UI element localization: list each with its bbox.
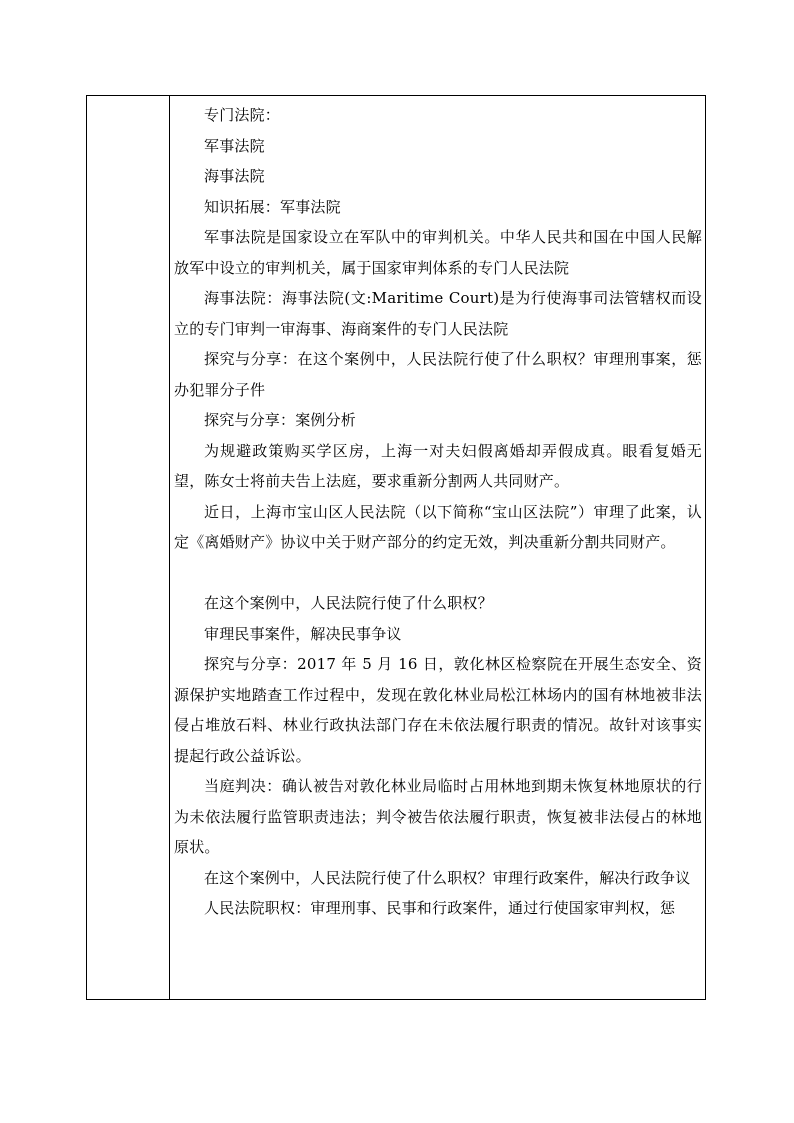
heading-special-courts: 专门法院： (204, 106, 281, 124)
maritime-court-description: 海事法院：海事法院(文:Maritime Court)是为行使海事司法管辖权而设立的专门审判一审海事、海商案件的专门人民法院 (174, 289, 702, 338)
table-left-column (87, 96, 170, 999)
case-paragraph-school-district: 为规避政策购买学区房，上海一对夫妇假离婚却弄假成真。眼看复婚无望，陈女士将前夫告上法庭，要求重新分割两人共同财产。 (174, 441, 702, 490)
court-powers-summary: 人民法院职权：审理刑事、民事和行政案件，通过行使国家审判权，惩 (204, 899, 676, 917)
question-court-power: 在这个案例中，人民法院行使了什么职权？ (204, 594, 493, 612)
question-administrative: 在这个案例中，人民法院行使了什么职权？审理行政案件，解决行政争议 (204, 868, 691, 887)
court-judgment: 当庭判决：确认被告对敦化林业局临时占用林地到期未恢复林地原状的行为未依法履行监管职责违法；判令被告依法履行职责，恢复被非法侵占的林地原状。 (174, 777, 702, 856)
document-table (86, 95, 706, 1000)
answer-civil-cases: 审理民事案件，解决民事争议 (204, 624, 402, 643)
explore-share-criminal: 探究与分享：在这个案例中，人民法院行使了什么职权？审理刑事案，惩办犯罪分子件 (174, 350, 702, 399)
item-military-court: 军事法院 (204, 136, 265, 155)
blank-line (174, 558, 702, 589)
military-court-description: 军事法院是国家设立在军队中的审判机关。中华人民共和国在中国人民解放军中设立的审判机关，属于国家审判体系的专门人民法院 (174, 228, 702, 277)
knowledge-extension-title: 知识拓展：军事法院 (204, 197, 341, 216)
item-maritime-court: 海事法院 (204, 167, 265, 185)
case-paragraph-baoshan-court: 近日，上海市宝山区人民法院（以下简称“宝山区法院”）审理了此案，认定《离婚财产》协议中关于财产部分的约定无效，判决重新分割共同财产。 (174, 502, 702, 551)
explore-share-dunhua: 探究与分享：2017 年 5 月 16 日，敦化林区检察院在开展生态安全、资源保护实地踏查工作过程中，发现在敦化林业局松江林场内的国有林地被非法侵占堆放石料、林业行政执法部门存在未依法履行职责的情况。故针对该事实提起行政公益诉讼。 (174, 655, 702, 765)
table-content-cell (170, 96, 705, 999)
content-body (174, 100, 702, 924)
explore-share-case-analysis: 探究与分享：案例分析 (204, 411, 357, 429)
